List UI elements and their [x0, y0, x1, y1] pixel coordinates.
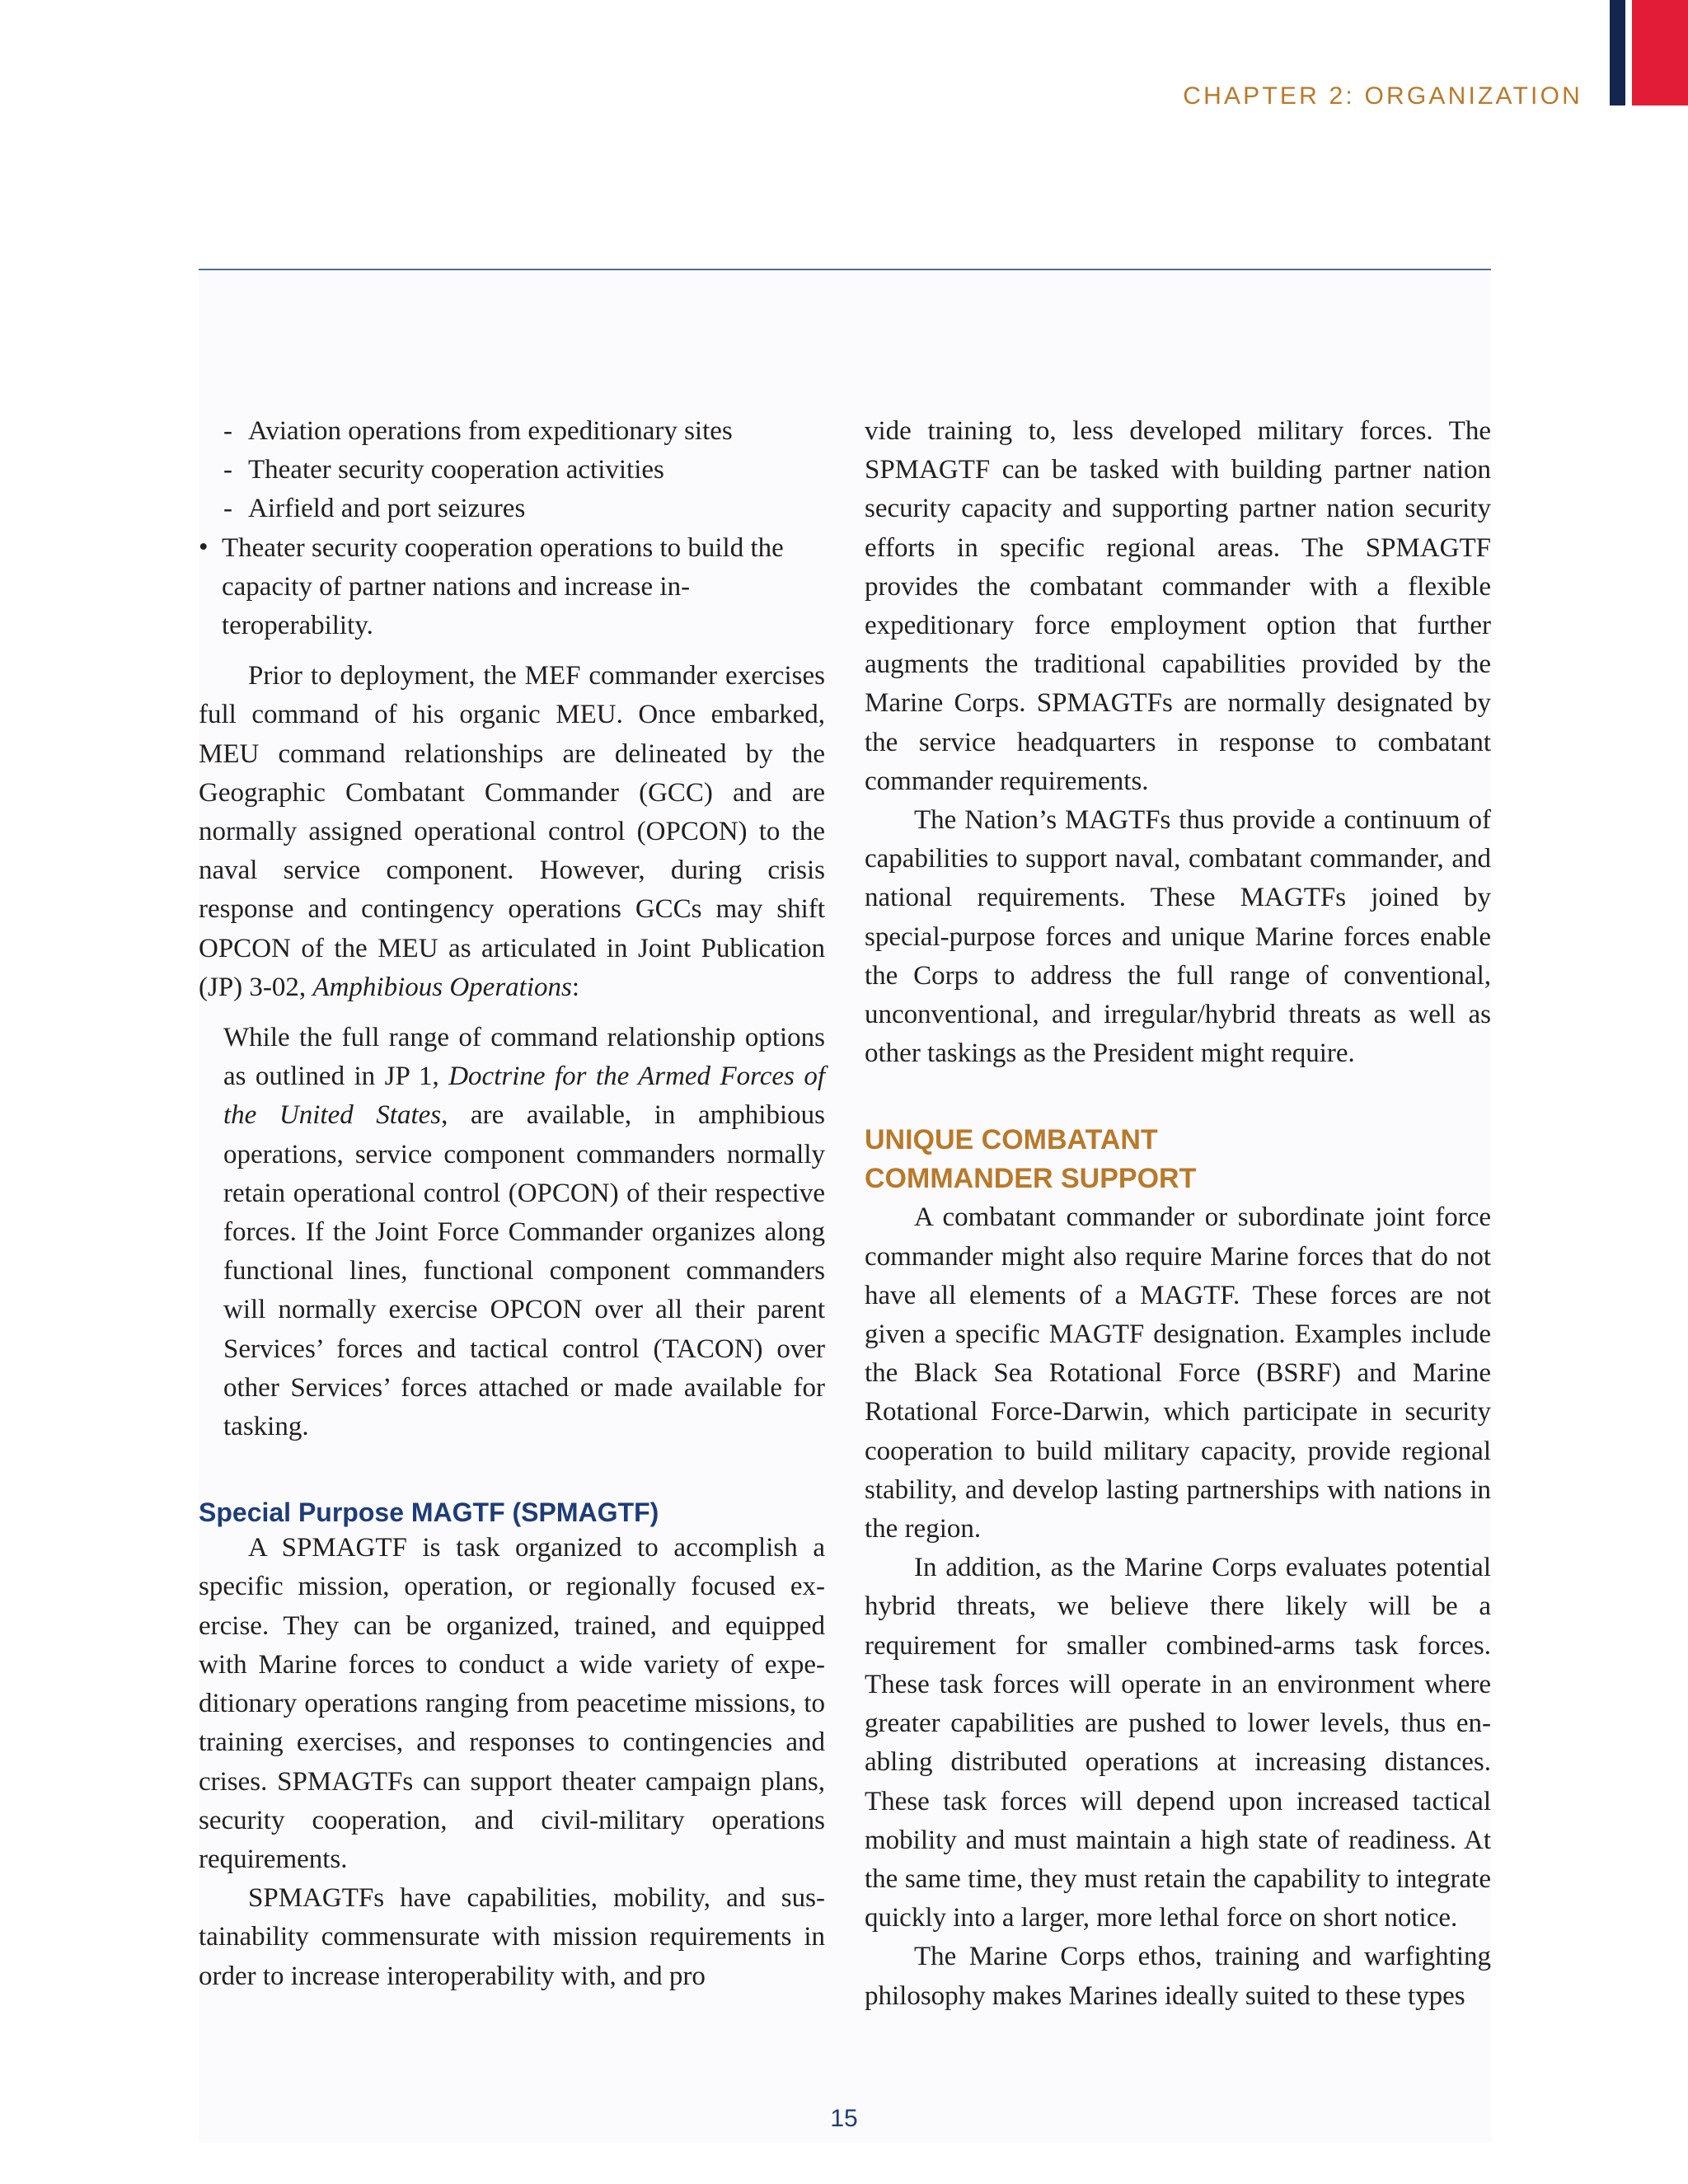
list-item: - Theater security cooperation activities	[223, 451, 825, 490]
paragraph: The Nation’s MAGTFs thus provide a continuum of capabilities to support naval, combatant commander, and national requirements. These MAGTFs joined by special-purpose forces and unique Marine forces enable the Corps to address the full range of conventional, unconventional, and irregular/hybrid threats as well as other taskings as the President might require.	[865, 805, 1491, 1069]
quote-text: While the full range of command relationship options as outlined in JP 1,	[223, 1023, 825, 1092]
list-item: - Aviation operations from expeditionary sites	[223, 412, 825, 451]
chapter-header: CHAPTER 2: ORGANIZATION	[1183, 82, 1582, 110]
flag-stripe-white	[1625, 0, 1632, 105]
section-heading	[865, 1121, 1491, 1198]
publication-title: Amphibious Operations	[312, 972, 572, 1002]
heading-line: UNIQUE COMBATANT	[865, 1124, 1158, 1156]
quote-text: , are available, in amphibious operations, service component commanders normally retain operational control (OPCON) of their respective forces. If the Joint Force Commander organizes along functional lines, functional component commanders will normally exercise OPCON over all their parent Services’ forces and tactical control (TACON) over other Services’ forces attached or made available for tasking.	[223, 1100, 825, 1442]
list-item: - Airfield and port seizures	[223, 490, 825, 528]
paragraph: A SPMAGTF is task organized to accomplish a specific mission, operation, or regionally focused exercise. They can be organized, trained, and equipped with Marine forces to conduct a wide variety of expeditionary operations ranging from peacetime missions, to training exercises, and responses to contingencies and crises. SPMAGTFs can support theater campaign plans, security cooperation, and civil-military operations requirements.	[199, 1533, 825, 1874]
flag-stripe-navy	[1610, 0, 1625, 105]
section-subheading: Special Purpose MAGTF (SPMAGTF)	[199, 1497, 659, 1528]
paragraph: vide training to, less developed military forces. The SPMAGTF can be tasked with building partner nation security capacity and supporting partner nation security efforts in specific regional areas. The SPMAGTF provides the combatant commander with a flexible expeditionary force employment option that further augments the traditional capabilities provided by the Marine Corps. SPMAGTFs are normally designated by the service headquarters in response to combatant commander requirements.	[865, 416, 1491, 796]
paragraph: A combatant commander or subordinate joint force commander might also require Marine forces that do not have all elements of a MAGTF. These forces are not given a specific MAGTF designation. Examples include the Black Sea Rotational Force (BSRF) and Marine Rotational Force-Darwin, which participate in security cooperation to build military capacity, provide regional stability, and develop lasting partnerships with nations in the region.	[865, 1202, 1491, 1544]
heading-line: COMMANDER SUPPORT	[865, 1163, 1197, 1195]
paragraph-text: :	[571, 972, 580, 1002]
page-number: 15	[830, 2105, 858, 2132]
paragraph	[199, 657, 825, 1007]
publication-title: Doctrine for the Armed Forces of the United States	[223, 1062, 825, 1131]
right-column	[865, 412, 1491, 2016]
flag-stripe-red	[1632, 0, 1688, 105]
block-quote	[223, 1019, 825, 1446]
paragraph-text: Prior to deployment, the MEF commander exercises full command of his organic MEU. Once embarked, MEU command relationships are delineated by the Geographic Combatant Commander (GCC) and are normally assigned operational control (OPCON) to the naval service component. However, during crisis response and contingency operations GCCs may shift OPCON of the MEU as articulated in Joint Publication (JP) 3-02,	[199, 661, 825, 1002]
paragraph: The Marine Corps ethos, training and warfighting philosophy makes Marines ideally suited to these types	[865, 1942, 1491, 2011]
left-column	[199, 412, 825, 1996]
sub-list	[199, 412, 825, 529]
paragraph: SPMAGTFs have capabilities, mobility, and sustainability commensurate with mission requirements in order to increase interoperability with, and pro	[199, 1883, 825, 1991]
paragraph: In addition, as the Marine Corps evaluates potential hybrid threats, we believe there likely will be a requirement for smaller combined-arms task forces. These task forces will operate in an environment where greater capabilities are pushed to lower levels, thus enabling distributed operations at increasing distances. These task forces will depend upon increased tactical mobility and must maintain a high state of readiness. At the same time, they must retain the capability to integrate quickly into a larger, more lethal force on short notice.	[865, 1553, 1491, 1933]
bullet-item: • Theater security cooperation operations to build the capacity of partner nations and increase interoperability.	[199, 529, 825, 646]
header-rule	[199, 269, 1491, 270]
